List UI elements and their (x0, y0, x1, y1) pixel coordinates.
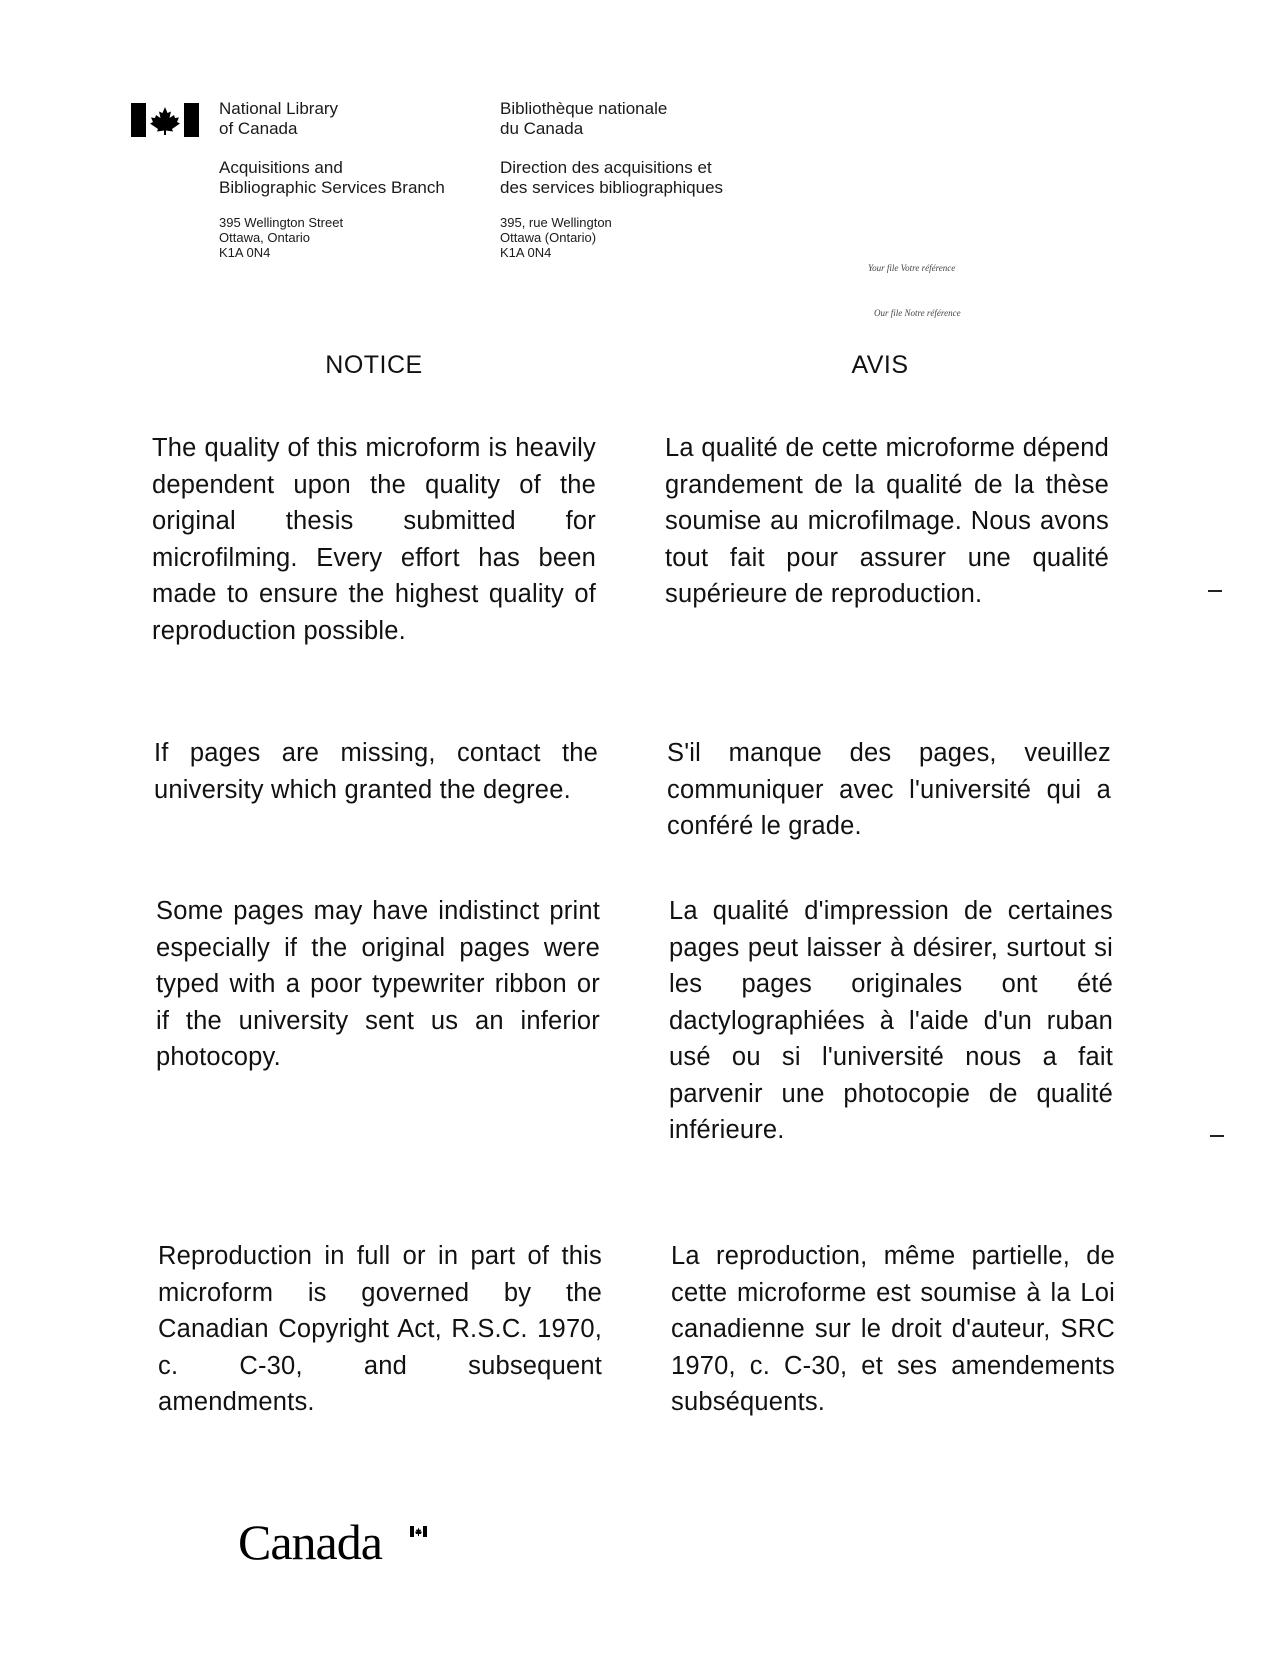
address-fr-line1: 395, rue Wellington (500, 215, 612, 230)
address-en (219, 215, 343, 260)
avis-paragraph-copyright: La reproduction, même partielle, de cette microforme est soumise à la Loi canadienne sur le droit d'auteur, SRC 1970, c. C-30, et ses amendements subséquents. (671, 1242, 1115, 1416)
org-name-en-line2: of Canada (219, 119, 298, 138)
notice-paragraph-quality: The quality of this microform is heavily dependent upon the quality of the original thesis submitted for microfilming. Every effort has been made to ensure the highest quality of reproduction possible. (152, 434, 596, 645)
your-file-reference: Your file Votre référence (868, 263, 956, 273)
org-name-fr (500, 99, 667, 139)
branch-name-en-line2: Bibliographic Services Branch (219, 178, 445, 197)
avis-heading: AVIS (851, 351, 909, 379)
margin-tick (1208, 590, 1222, 592)
avis-paragraph-indistinct-print: La qualité d'impression de certaines pages peut laisser à désirer, surtout si les pages originales ont été dactylographiées à l'aide d'un ruban usé ou si l'université nous a fait parvenir une photocopie de qualité inférieure. (669, 897, 1113, 1144)
org-name-fr-line2: du Canada (500, 119, 584, 138)
branch-name-fr (500, 158, 723, 198)
branch-name-fr-line2: des services bibliographiques (500, 178, 724, 197)
address-en-line3: K1A 0N4 (219, 245, 271, 260)
org-name-en-line1: National Library (219, 99, 339, 118)
margin-tick (1210, 1135, 1224, 1137)
notice-paragraph-indistinct-print: Some pages may have indistinct print especially if the original pages were typed with a poor typewriter ribbon or if the university sent us an inferior photocopy. (156, 897, 600, 1071)
canada-wordmark: Canada (238, 1514, 382, 1570)
avis-paragraph-missing-pages: S'il manque des pages, veuillez communiquer avec l'université qui a conféré le grade. (667, 739, 1111, 840)
address-fr (500, 215, 612, 260)
canada-flag-icon (131, 103, 199, 137)
branch-name-en-line1: Acquisitions and (219, 158, 343, 177)
branch-name-fr-line1: Direction des acquisitions et (500, 158, 712, 177)
address-fr-line3: K1A 0N4 (500, 245, 552, 260)
our-file-reference: Our file Notre référence (874, 308, 961, 318)
address-fr-line2: Ottawa (Ontario) (500, 230, 597, 245)
address-en-line2: Ottawa, Ontario (219, 230, 311, 245)
notice-paragraph-copyright: Reproduction in full or in part of this microform is governed by the Canadian Copyright Act, R.S.C. 1970, c. C-30, and subsequent amendments. (158, 1242, 602, 1416)
branch-name-en (219, 158, 445, 198)
notice-paragraph-missing-pages: If pages are missing, contact the university which granted the degree. (154, 739, 598, 804)
org-name-fr-line1: Bibliothèque nationale (500, 99, 668, 118)
address-en-line1: 395 Wellington Street (219, 215, 344, 230)
org-name-en (219, 99, 338, 139)
avis-paragraph-quality: La qualité de cette microforme dépend grandement de la qualité de la thèse soumise au microfilmage. Nous avons tout fait pour assurer une qualité supérieure de reproduction. (665, 434, 1109, 608)
notice-heading: NOTICE (325, 351, 423, 379)
canada-flag-icon (410, 1526, 427, 1537)
